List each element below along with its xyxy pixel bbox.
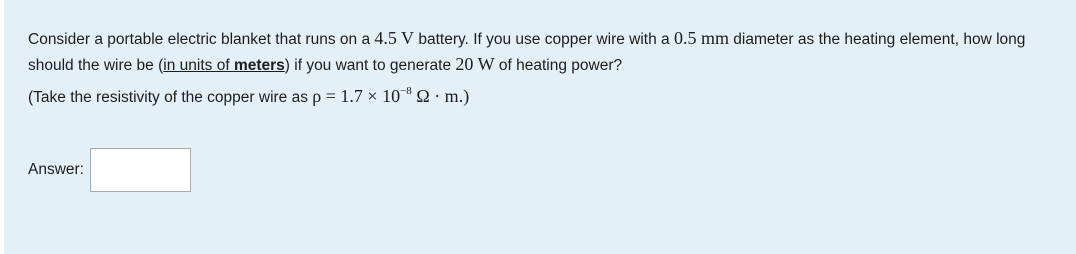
resistivity-formula	[312, 86, 458, 106]
voltage-value: 4.5 V	[374, 28, 415, 48]
prompt-text: battery. If you use copper wire with a	[414, 31, 674, 48]
resistivity-lhs: ρ = 1.7 × 10	[312, 86, 401, 106]
resistivity-unit: Ω · m	[411, 86, 459, 106]
resistivity-note	[28, 84, 1058, 110]
diameter-value: 0.5 mm	[673, 28, 729, 48]
answer-input[interactable]	[90, 148, 191, 192]
answer-row	[28, 148, 191, 192]
units-paren: (	[158, 57, 164, 74]
prompt-text: diameter as the heating element, how long should the wire be	[28, 31, 1026, 74]
prompt-text: if you want to generate	[289, 57, 456, 74]
power-value: 20 W	[455, 54, 495, 74]
answer-label: Answer:	[28, 161, 84, 178]
note-suffix: .)	[458, 86, 470, 106]
units-bold: meters	[233, 57, 285, 74]
units-paren: )	[284, 57, 290, 74]
question-panel	[4, 0, 1076, 254]
prompt-text: of heating power?	[494, 57, 623, 74]
units-instruction	[163, 57, 285, 74]
prompt-text: Consider a portable electric blanket that runs on a	[28, 31, 375, 48]
note-text: (Take the resistivity of the copper wire as	[28, 89, 313, 106]
resistivity-exponent: −8	[400, 85, 412, 97]
question-prompt	[28, 26, 1058, 78]
question-text	[28, 26, 1058, 110]
units-prefix: in units of	[163, 57, 234, 74]
